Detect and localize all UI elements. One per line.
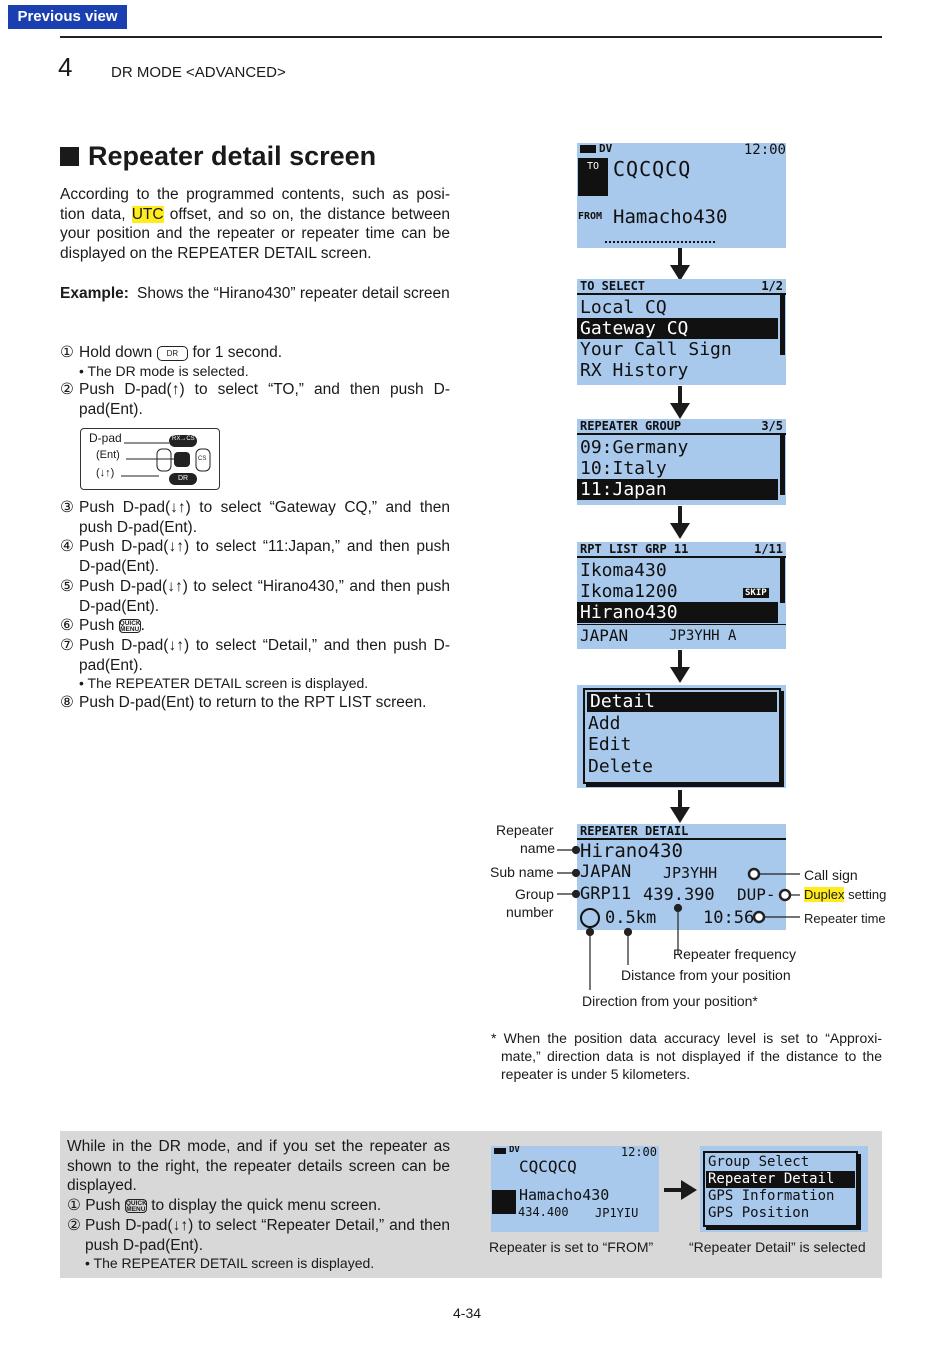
list-item: Your Call Sign bbox=[580, 339, 732, 360]
step-text: Push D-pad(Ent) to return to the RPT LIST screen. bbox=[79, 694, 427, 711]
from-tag bbox=[492, 1190, 516, 1214]
menu-item: Group Select bbox=[708, 1154, 810, 1170]
step-text: Push D-pad(↑) to select “TO,” and then push D-pad(Ent). bbox=[79, 381, 450, 418]
example-text: Shows the “Hirano430” repeater detail screen bbox=[137, 285, 450, 302]
sub-name: JAPAN bbox=[580, 626, 629, 645]
group-number-callout: Group bbox=[515, 886, 554, 902]
to-callsign: CQCQCQ bbox=[613, 157, 692, 181]
square-bullet-icon bbox=[60, 147, 79, 166]
dr-key-icon: DR bbox=[157, 346, 189, 361]
lcd-mini-quick-menu bbox=[700, 1146, 868, 1232]
intro-text-1: According to the programmed contents, such as posi-tion data, bbox=[60, 186, 450, 223]
arrow-right-icon bbox=[664, 1179, 698, 1201]
dpad-label: D-pad bbox=[89, 431, 122, 445]
menu-item: Add bbox=[588, 713, 621, 734]
arrow-down-icon bbox=[669, 248, 691, 282]
list-item: Local CQ bbox=[580, 297, 667, 318]
menu-item-selected: Repeater Detail bbox=[706, 1171, 855, 1188]
repeater-time-callout: Repeater time bbox=[804, 911, 886, 926]
step-number: ③ bbox=[60, 499, 74, 516]
frequency-callout: Repeater frequency bbox=[673, 946, 796, 962]
lcd-repeater-group bbox=[577, 419, 786, 505]
chapter-title: DR MODE <ADVANCED> bbox=[111, 64, 286, 81]
dpad-updown-label: (↓↑) bbox=[96, 467, 115, 479]
mode-indicator: DV bbox=[599, 143, 613, 155]
duplex-highlight: Duplex bbox=[804, 887, 845, 902]
call-sign: JP1YIU bbox=[595, 1206, 639, 1220]
step-text: to display the quick menu screen. bbox=[151, 1197, 382, 1214]
arrow-down-icon bbox=[669, 506, 691, 540]
menu-item: Edit bbox=[588, 734, 632, 755]
step-number: ② bbox=[67, 1217, 81, 1234]
clock: 12:00 bbox=[743, 143, 786, 158]
lcd-header: REPEATER DETAIL bbox=[580, 824, 689, 838]
info-intro: While in the DR mode, and if you set the repeater as shown to the right, the repeater details screen can be displayed. bbox=[67, 1138, 450, 1195]
dr-key-label: DR bbox=[178, 475, 189, 482]
step-number: ① bbox=[67, 1197, 81, 1214]
repeater-frequency: 439.390 bbox=[643, 885, 715, 905]
scrollbar bbox=[780, 558, 785, 603]
step-number: ⑥ bbox=[60, 617, 74, 634]
duplex-text: setting bbox=[848, 887, 887, 902]
battery-icon bbox=[494, 1148, 506, 1154]
frequency: 434.400 bbox=[518, 1205, 569, 1219]
scrollbar bbox=[780, 295, 785, 355]
intro-paragraph bbox=[60, 185, 450, 263]
step-number: ⑦ bbox=[60, 637, 74, 654]
step-number: ② bbox=[60, 381, 74, 398]
duplex-setting: DUP- bbox=[737, 885, 776, 904]
list-item-selected: Hirano430 bbox=[577, 602, 778, 623]
step-text: Push bbox=[79, 617, 115, 634]
info-step-1 bbox=[67, 1196, 450, 1216]
menu-item: Delete bbox=[588, 756, 654, 777]
step-number: ① bbox=[60, 344, 74, 361]
step-text: Push bbox=[85, 1197, 121, 1214]
battery-icon bbox=[580, 145, 596, 153]
step-text: for 1 second. bbox=[192, 344, 283, 361]
section-title bbox=[60, 141, 376, 172]
caption-from: Repeater is set to “FROM” bbox=[489, 1239, 654, 1255]
step-number: ⑧ bbox=[60, 694, 74, 711]
step-6 bbox=[60, 616, 450, 636]
menu-item: GPS Information bbox=[708, 1188, 835, 1204]
step-1 bbox=[60, 343, 450, 380]
step-text: Push D-pad(↓↑) to select “Repeater Detail,” and then push D-pad(Ent). bbox=[85, 1217, 450, 1254]
lcd-header: REPEATER GROUP 3/5 bbox=[580, 419, 783, 433]
lcd-to-select bbox=[577, 279, 786, 385]
step-2 bbox=[60, 380, 450, 419]
step-3 bbox=[60, 498, 450, 537]
info-box bbox=[60, 1131, 882, 1278]
sub-name: JAPAN bbox=[580, 862, 632, 882]
list-item: Ikoma430 bbox=[580, 560, 667, 581]
list-item: 10:Italy bbox=[580, 458, 667, 479]
info-note: • The REPEATER DETAIL screen is displayed. bbox=[85, 1255, 375, 1271]
to-callsign: CQCQCQ bbox=[519, 1157, 577, 1176]
dpad-figure bbox=[80, 428, 220, 490]
quick-menu-key-icon: QUICK MENU bbox=[119, 620, 141, 633]
call-sign: JP3YHH bbox=[663, 864, 718, 882]
section-title-text: Repeater detail screen bbox=[88, 141, 377, 171]
repeater-name: Hirano430 bbox=[580, 840, 683, 862]
page-number: 4-34 bbox=[453, 1305, 482, 1321]
step-note: • The REPEATER DETAIL screen is displayed. bbox=[79, 675, 369, 692]
duplex-callout bbox=[804, 887, 886, 903]
lcd-dv-screen bbox=[577, 143, 786, 248]
previous-view-button[interactable]: Previous view bbox=[8, 5, 127, 29]
mode-indicator: DV bbox=[509, 1146, 520, 1155]
lcd-rpt-list bbox=[577, 542, 786, 649]
step-number: ④ bbox=[60, 538, 74, 555]
example-block bbox=[60, 284, 450, 304]
step-text: Push D-pad(↓↑) to select “Hirano430,” and then push D-pad(Ent). bbox=[79, 578, 450, 615]
skip-badge: SKIP bbox=[745, 588, 767, 598]
step-text: . bbox=[140, 617, 145, 634]
call-sign-callout: Call sign bbox=[804, 867, 858, 883]
step-number: ⑤ bbox=[60, 578, 74, 595]
arrow-down-icon bbox=[669, 386, 691, 420]
menu-popup bbox=[583, 688, 781, 784]
from-callsign: Hamacho430 bbox=[613, 206, 728, 228]
menu-popup bbox=[703, 1151, 858, 1227]
example-label: Example: bbox=[60, 285, 129, 302]
clock: 12:00 bbox=[620, 1146, 657, 1159]
lcd-quick-menu bbox=[577, 685, 786, 788]
call-sign: JP3YHH A bbox=[669, 628, 737, 644]
step-text: Hold down bbox=[79, 344, 153, 361]
lcd-header: TO SELECT 1/2 bbox=[580, 279, 783, 293]
intro-text-2: offset, and so on, the distance between your position and the repeater or repeater time can be displayed on the REPEATER DETAIL screen. bbox=[60, 205, 451, 262]
repeater-name-callout: Repeater bbox=[496, 822, 554, 838]
footnote: * When the position data accuracy level is set to “Approxi-mate,” direction data is not displayed if the distance to the repeater is under 5 kilometers. bbox=[491, 1030, 882, 1082]
menu-item-selected: Detail bbox=[587, 692, 777, 712]
list-item-selected: Gateway CQ bbox=[577, 318, 778, 339]
utc-highlight: UTC bbox=[131, 205, 164, 223]
info-step-2 bbox=[67, 1216, 450, 1255]
step-4 bbox=[60, 537, 450, 576]
step-7 bbox=[60, 636, 450, 692]
chapter-number: 4 bbox=[58, 52, 73, 82]
step-8 bbox=[60, 693, 450, 713]
header-rule bbox=[60, 36, 882, 38]
dpad-ent-label: (Ent) bbox=[96, 449, 120, 461]
scrollbar bbox=[780, 435, 785, 495]
step-note: • The DR mode is selected. bbox=[79, 362, 249, 379]
step-text: Push D-pad(↓↑) to select “Gateway CQ,” and then push D-pad(Ent). bbox=[79, 499, 450, 536]
quick-menu-key-icon: QUICK MENU bbox=[125, 1200, 147, 1213]
dotted-line bbox=[605, 241, 715, 243]
list-item: 09:Germany bbox=[580, 437, 689, 458]
list-item: RX History bbox=[580, 360, 689, 381]
arrow-down-icon bbox=[669, 650, 691, 684]
cs-key-label: CS bbox=[198, 456, 207, 462]
step-5 bbox=[60, 577, 450, 616]
group-number: GRP11 bbox=[580, 884, 632, 904]
menu-item: GPS Position bbox=[708, 1205, 810, 1221]
rxcs-key-label: RX→CS bbox=[172, 436, 195, 442]
distance: 0.5km bbox=[605, 908, 657, 928]
direction-callout: Direction from your position* bbox=[582, 993, 758, 1009]
list-item: Ikoma1200 bbox=[580, 581, 678, 602]
caption-selected: “Repeater Detail” is selected bbox=[689, 1239, 866, 1255]
list-item-selected: 11:Japan bbox=[577, 479, 778, 500]
from-callsign: Hamacho430 bbox=[519, 1186, 610, 1204]
distance-callout: Distance from your position bbox=[621, 967, 791, 983]
from-tag: FROM bbox=[578, 211, 603, 222]
repeater-time: 10:56 bbox=[703, 908, 755, 928]
repeater-name-callout: name bbox=[520, 840, 556, 856]
sub-name-callout: Sub name bbox=[490, 864, 554, 880]
step-text: Push D-pad(↓↑) to select “Detail,” and then push D-pad(Ent). bbox=[79, 637, 450, 674]
lcd-mini-from bbox=[491, 1146, 659, 1232]
arrow-down-icon bbox=[669, 790, 691, 824]
lcd-header: RPT LIST GRP 11 1/11 bbox=[580, 542, 783, 556]
to-tag: TO bbox=[578, 158, 608, 196]
group-number-callout: number bbox=[506, 904, 554, 920]
step-text: Push D-pad(↓↑) to select “11:Japan,” and then push D-pad(Ent). bbox=[79, 538, 450, 575]
